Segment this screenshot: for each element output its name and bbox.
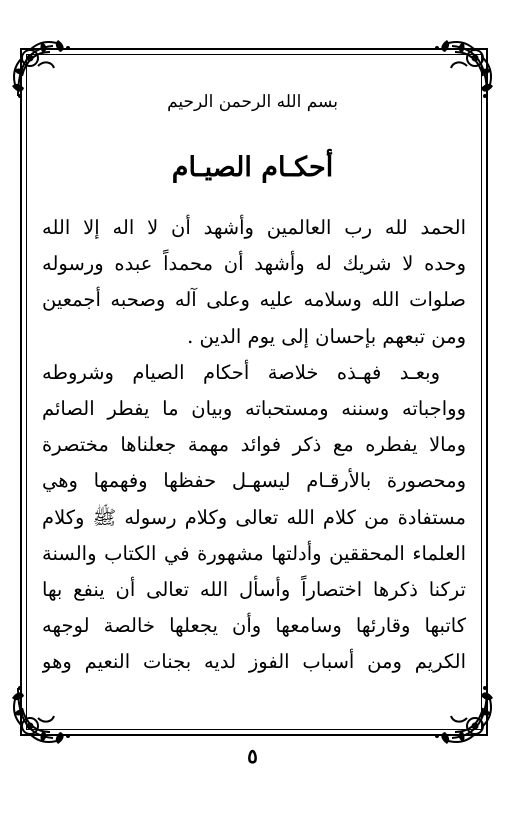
text-line: صلوات الله وسلامه عليه وعلى آله وصحبه أجمعين	[42, 288, 466, 312]
text-line: وحده لا شريك له وأشهد أن محمداً عبده ورسوله	[42, 252, 466, 276]
text-line: وواجباته وسننه ومستحباته وبيان ما يفطر الصائم	[42, 396, 466, 420]
text-line: ومالا يفطره مع ذكر فوائد مهمة جعلناها مختصرة	[42, 433, 466, 457]
text-line: العلماء المحققين وأدلتها مشهورة في الكتاب والسنة	[42, 541, 466, 565]
page-title: أحكـام الصيـام	[171, 152, 334, 183]
text-line: ومحصورة بالأرقـام ليسهـل حفظها وفهمها وهي	[42, 469, 466, 493]
text-line: الكريم ومن أسباب الفوز لديه بجنات النعيم وهو	[42, 650, 466, 674]
text-line: ومن تبعهم بإحسان إلى يوم الدين .	[187, 324, 466, 348]
floral-corner-ornament-icon	[8, 678, 78, 748]
text-line: الحمد لله رب العالمين وأشهد أن لا اله إلا الله	[42, 216, 466, 239]
page-number: ٥	[247, 744, 258, 768]
text-line: كاتبها وقارئها وسامعها وأن يجعلها خالصة لوجهه	[42, 614, 466, 638]
text-line: تركنا ذكرها اختصاراً وأسأل الله تعالى أن ينفع بها	[42, 577, 466, 601]
body-text	[42, 210, 466, 680]
text-line: وبعـد فهـذه خلاصة أحكام الصيام وشروطه	[42, 360, 440, 384]
floral-corner-ornament-icon	[427, 678, 497, 748]
text-line: مستفادة من كلام الله تعالى وكلام رسوله ﷺ وكلام	[42, 505, 466, 529]
basmala-heading: بسم الله الرحمن الرحيم	[167, 92, 338, 112]
